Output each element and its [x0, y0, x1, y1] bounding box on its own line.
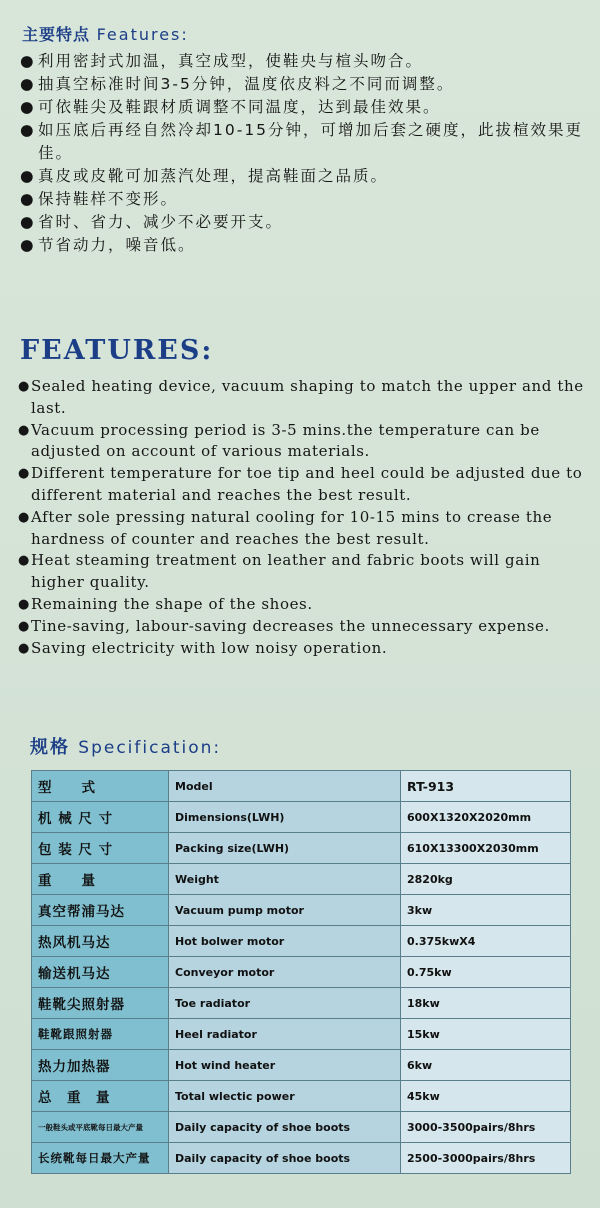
table-row: [32, 833, 571, 864]
list-item: [18, 550, 593, 594]
table-row: [32, 895, 571, 926]
spec-value-cell: 2500-3000pairs/8hrs: [401, 1143, 571, 1174]
table-row: [32, 864, 571, 895]
spec-cn-cell: 型 式: [32, 771, 169, 802]
list-item: [20, 165, 590, 188]
list-item: [20, 50, 590, 73]
bullet-icon: ●: [20, 52, 36, 70]
bullet-icon: ●: [20, 121, 36, 139]
spec-en-cell: Total wlectic power: [169, 1081, 401, 1112]
spec-en-cell: Vacuum pump motor: [169, 895, 401, 926]
table-row: [32, 1019, 571, 1050]
spec-value-cell: RT-913: [401, 771, 571, 802]
list-item-text: Saving electricity with low noisy operation.: [31, 638, 388, 657]
list-item: [20, 211, 590, 234]
table-row: [32, 802, 571, 833]
list-item: [18, 376, 593, 420]
bullet-icon: ●: [20, 167, 36, 185]
bullet-icon: ●: [18, 509, 30, 525]
list-item: [18, 463, 593, 507]
spec-en-cell: Toe radiator: [169, 988, 401, 1019]
bullet-icon: ●: [18, 640, 30, 656]
list-item-text: Different temperature for toe tip and heel could be adjusted due to different material and reaches the best result.: [31, 464, 583, 504]
list-item: [20, 96, 590, 119]
spec-en-cell: Dimensions(LWH): [169, 802, 401, 833]
spec-value-cell: 0.75kw: [401, 957, 571, 988]
list-item-text: 省时、省力、减少不必要开支。: [38, 213, 284, 231]
list-item: [20, 234, 590, 257]
list-item: [18, 594, 593, 616]
spec-en-cell: Hot wind heater: [169, 1050, 401, 1081]
features-cn-title-en: Features:: [96, 25, 189, 44]
list-item: [18, 420, 593, 464]
list-item-text: 抽真空标准时间3-5分钟，温度依皮料之不同而调整。: [38, 75, 455, 93]
spec-value-cell: 6kw: [401, 1050, 571, 1081]
spec-value-cell: 610X13300X2030mm: [401, 833, 571, 864]
list-item: [18, 507, 593, 551]
features-cn-title: [22, 22, 189, 45]
spec-en-cell: Model: [169, 771, 401, 802]
spec-cn-cell: 机 械 尺 寸: [32, 802, 169, 833]
features-en-list: [18, 376, 593, 659]
table-row: [32, 988, 571, 1019]
table-row: [32, 1081, 571, 1112]
spec-en-cell: Heel radiator: [169, 1019, 401, 1050]
bullet-icon: ●: [20, 236, 36, 254]
bullet-icon: ●: [20, 98, 36, 116]
table-row: [32, 771, 571, 802]
spec-cn-cell: 包 装 尺 寸: [32, 833, 169, 864]
list-item-text: 可依鞋尖及鞋跟材质调整不同温度，达到最佳效果。: [38, 98, 441, 116]
list-item-text: 利用密封式加温，真空成型，使鞋央与楦头吻合。: [38, 52, 424, 70]
list-item: [18, 616, 593, 638]
spec-table: [31, 770, 571, 1174]
list-item-text: Vacuum processing period is 3-5 mins.the temperature can be adjusted on account of various materials.: [31, 420, 540, 461]
spec-cn-cell: 鞋靴尖照射器: [32, 988, 169, 1019]
list-item: [20, 188, 590, 211]
bullet-icon: ●: [18, 596, 30, 612]
spec-cn-cell: 真空帮浦马达: [32, 895, 169, 926]
list-item: [20, 119, 590, 165]
spec-value-cell: 0.375kwX4: [401, 926, 571, 957]
bullet-icon: ●: [18, 466, 30, 482]
spec-cn-cell: 总 重 量: [32, 1081, 169, 1112]
bullet-icon: ●: [20, 75, 36, 93]
spec-en-cell: Conveyor motor: [169, 957, 401, 988]
spec-en-cell: Daily capacity of shoe boots: [169, 1112, 401, 1143]
spec-cn-cell: 热力加热器: [32, 1050, 169, 1081]
spec-cn-cell: 长统靴每日最大产量: [32, 1143, 169, 1174]
bullet-icon: ●: [20, 213, 36, 231]
table-row: [32, 926, 571, 957]
features-en-title: FEATURES:: [20, 335, 214, 366]
bullet-icon: ●: [18, 618, 30, 634]
list-item-text: After sole pressing natural cooling for 10-15 mins to crease the hardness of counter and reaches the best result.: [31, 507, 553, 548]
spec-value-cell: 3kw: [401, 895, 571, 926]
spec-en-cell: Weight: [169, 864, 401, 895]
spec-title: [30, 733, 221, 759]
list-item-text: 保持鞋样不变形。: [38, 190, 179, 208]
bullet-icon: ●: [20, 190, 36, 208]
list-item-text: Remaining the shape of the shoes.: [31, 594, 313, 613]
table-row: [32, 957, 571, 988]
list-item-text: 真皮或皮靴可加蒸汽处理，提高鞋面之品质。: [38, 167, 389, 185]
list-item: [18, 638, 593, 660]
bullet-icon: ●: [18, 553, 30, 569]
list-item-text: Heat steaming treatment on leather and fabric boots will gain higher quality.: [31, 551, 541, 592]
list-item: [20, 73, 590, 96]
spec-value-cell: 600X1320X2020mm: [401, 802, 571, 833]
bullet-icon: ●: [18, 422, 30, 438]
list-item-text: Sealed heating device, vacuum shaping to match the upper and the last.: [31, 377, 584, 417]
spec-en-cell: Hot bolwer motor: [169, 926, 401, 957]
spec-value-cell: 15kw: [401, 1019, 571, 1050]
list-item-text: 节省动力，噪音低。: [38, 236, 196, 254]
spec-value-cell: 3000-3500pairs/8hrs: [401, 1112, 571, 1143]
list-item-text: Tine-saving, labour-saving decreases the unnecessary expense.: [31, 616, 550, 635]
list-item-text: 如压底后再经自然冷却10-15分钟，可增加后套之硬度，此拔楦效果更佳。: [38, 121, 584, 162]
spec-value-cell: 2820kg: [401, 864, 571, 895]
spec-title-en: Specification:: [78, 738, 222, 758]
table-row: [32, 1112, 571, 1143]
spec-en-cell: Packing size(LWH): [169, 833, 401, 864]
features-cn-list: [20, 50, 590, 257]
spec-cn-cell: 一般鞋头或平底靴每日最大产量: [32, 1112, 169, 1143]
spec-en-cell: Daily capacity of shoe boots: [169, 1143, 401, 1174]
features-cn-title-text: 主要特点: [22, 25, 91, 44]
spec-cn-cell: 鞋靴跟照射器: [32, 1019, 169, 1050]
table-row: [32, 1143, 571, 1174]
spec-value-cell: 18kw: [401, 988, 571, 1019]
spec-value-cell: 45kw: [401, 1081, 571, 1112]
spec-cn-cell: 重 量: [32, 864, 169, 895]
table-row: [32, 1050, 571, 1081]
spec-cn-cell: 输送机马达: [32, 957, 169, 988]
spec-title-cn: 规格: [30, 737, 70, 758]
spec-cn-cell: 热风机马达: [32, 926, 169, 957]
bullet-icon: ●: [18, 379, 30, 394]
